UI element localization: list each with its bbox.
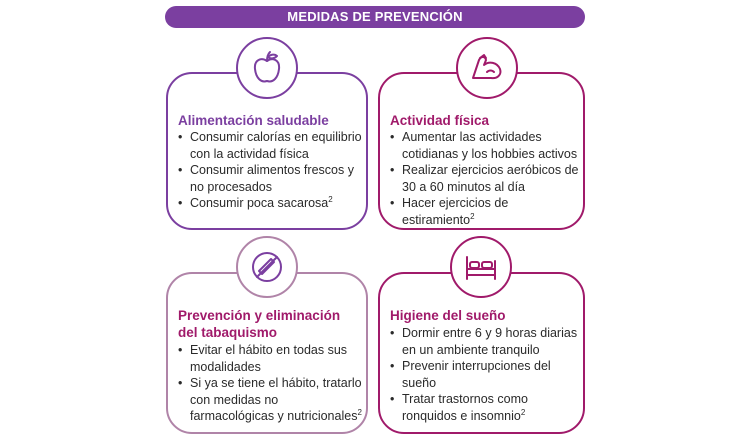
list-item: • Si ya se tiene el hábito, tratarlo con medidas no farmacológicas y nutricionales$^2$ xyxy=(178,375,364,425)
card-title: Higiene del sueño xyxy=(390,308,506,323)
bed-icon xyxy=(450,236,512,298)
list-item: • Evitar el hábito en todas sus modalidades xyxy=(178,342,364,375)
list-item: • Tratar trastornos como ronquidos e insomnio$^2$ xyxy=(390,391,580,424)
card-list xyxy=(178,342,364,425)
card-list xyxy=(178,129,364,212)
list-item: • Hacer ejercicios de estiramiento$^2$ xyxy=(390,195,580,228)
list-item: • Consumir alimentos frescos y no procesados xyxy=(178,162,364,195)
list-item: • Prevenir interrupciones del sueño xyxy=(390,358,580,391)
section-banner xyxy=(165,6,585,28)
apple-icon xyxy=(236,37,298,99)
flexed-arm-icon xyxy=(456,37,518,99)
list-item: • Aumentar las actividades cotidianas y los hobbies activos xyxy=(390,129,580,162)
card-title: Actividad física xyxy=(390,113,490,128)
card-title: Prevención y eliminación del tabaquismo xyxy=(178,308,341,340)
list-item: • Realizar ejercicios aeróbicos de 30 a 60 minutos al día xyxy=(390,162,580,195)
list-item: • Consumir poca sacarosa$^2$ xyxy=(178,195,364,212)
no-smoking-icon xyxy=(236,236,298,298)
card-list xyxy=(390,129,580,228)
card-list xyxy=(390,325,580,424)
banner-title: MEDIDAS DE PREVENCIÓN xyxy=(287,9,463,24)
card-title: Alimentación saludable xyxy=(178,113,329,128)
list-item: • Consumir calorías en equilibrio con la actividad física xyxy=(178,129,364,162)
list-item: • Dormir entre 6 y 9 horas diarias en un ambiente tranquilo xyxy=(390,325,580,358)
